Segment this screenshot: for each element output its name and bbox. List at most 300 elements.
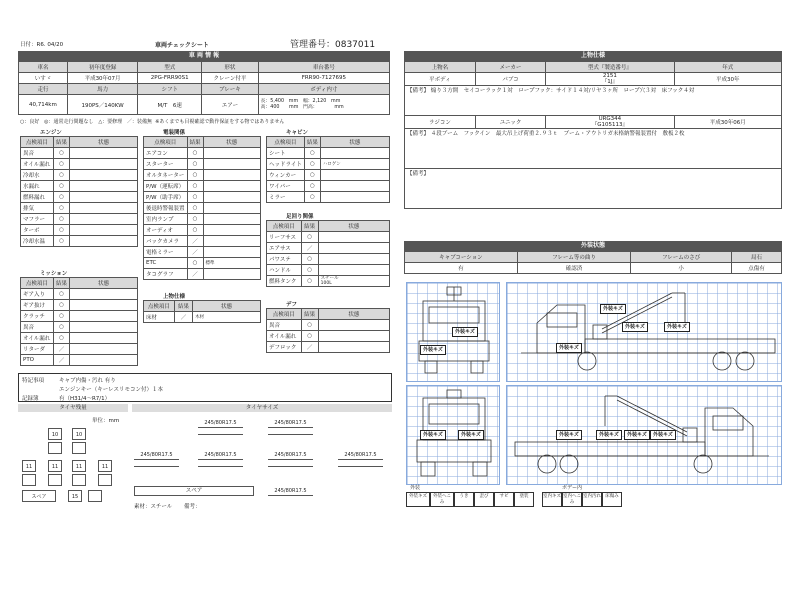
legend-box: 室内へこみ — [563, 494, 581, 505]
size-front-l: 245/80R17.5 — [198, 420, 243, 428]
check-item: スターター — [144, 159, 188, 170]
diagram-side-left — [506, 282, 782, 382]
cell: 平ボディ — [405, 73, 476, 86]
check-result: ／ — [53, 344, 69, 355]
check-result: ○ — [53, 333, 69, 344]
check-header-row — [21, 278, 138, 289]
check-note — [203, 236, 260, 247]
column-header: 状態 — [318, 221, 389, 232]
cell: クレーン付平 — [202, 73, 259, 84]
check-note — [70, 355, 138, 366]
check-row — [144, 203, 261, 214]
check-row — [267, 265, 390, 276]
cell: FRR90-7127695 — [258, 73, 389, 84]
check-result: ／ — [187, 247, 203, 258]
cell: ラジコン — [405, 116, 476, 129]
column-header: 状態 — [70, 137, 138, 148]
legend-box: サビ — [494, 492, 514, 507]
check-item: クラッチ — [21, 311, 54, 322]
section-title: キャビン — [286, 130, 309, 136]
vehicle-row1-labels — [19, 62, 390, 73]
check-item: P/W（助手席） — [144, 192, 188, 203]
check-note — [320, 181, 389, 192]
cell — [546, 73, 674, 86]
legend-item: ※あくまでも目視確認で動作保証をする物ではありません — [155, 119, 285, 125]
check-note — [320, 192, 389, 203]
check-item: タコグラフ — [144, 269, 188, 280]
legend-item: ○：良好 — [20, 119, 40, 125]
date-label: 日付：R6. 04/20 — [20, 42, 64, 48]
check-item: オーディオ — [144, 225, 188, 236]
running-section — [266, 212, 390, 287]
check-item: 燃料漏れ — [21, 192, 54, 203]
cell: 有 — [405, 263, 518, 274]
section-title: 上物仕様 — [163, 294, 186, 300]
check-result: ○ — [187, 258, 203, 269]
serial: 『G105113』 — [591, 122, 628, 128]
check-header-row — [21, 137, 138, 148]
check-item: 室内ランプ — [144, 214, 188, 225]
check-item: ヘッドライト — [267, 159, 305, 170]
check-result: ○ — [187, 148, 203, 159]
cell: 190PS／140KW — [67, 95, 137, 115]
check-header-row — [267, 309, 390, 320]
check-row — [21, 289, 138, 300]
check-row — [21, 300, 138, 311]
cell: 車名 — [19, 62, 68, 73]
legend-title-interior: ボデー内 — [562, 485, 583, 491]
damage-tag: 外装キズ — [556, 430, 582, 440]
legend-item: ／：装備無 — [126, 119, 152, 125]
check-item: ターボ — [21, 225, 54, 236]
tire-front-right: 10 — [72, 428, 86, 440]
check-item: ウィンカー — [267, 170, 305, 181]
check-row — [144, 312, 261, 323]
check-note — [70, 333, 138, 344]
cell: 確認済 — [517, 263, 630, 274]
tire-unit: 単位：mm — [92, 418, 120, 424]
record-text: 有（H31/4〜R7/1） — [59, 396, 111, 402]
check-note — [70, 181, 138, 192]
check-item: 排気 — [21, 203, 54, 214]
cargo-spec-row2 — [405, 116, 782, 129]
tire-depth-title: タイヤ残量 — [18, 404, 128, 412]
check-row — [21, 333, 138, 344]
size-front-r: 245/80R17.5 — [268, 420, 313, 428]
check-header-row — [144, 137, 261, 148]
check-result: ○ — [187, 192, 203, 203]
size-rear-4: 245/80R17.5 — [338, 452, 383, 460]
cargo-spec-labels — [405, 62, 782, 73]
vehicle-info-header: 車 両 情 報 — [18, 51, 390, 61]
legend-box: 床傷み — [602, 492, 622, 507]
size-rear-1b — [134, 466, 179, 467]
cell: 走行 — [19, 84, 68, 95]
column-header: 結果 — [53, 137, 69, 148]
tire-rear-4b — [98, 474, 112, 486]
check-item: オイル漏れ — [21, 159, 54, 170]
check-note: 木材 — [193, 312, 261, 323]
damage-tag: 外装キズ — [664, 322, 690, 332]
check-row — [144, 159, 261, 170]
cargo-note3: 【備考】 — [405, 169, 782, 209]
check-note — [320, 148, 389, 159]
column-header: 点検項目 — [267, 221, 302, 232]
check-note — [318, 254, 389, 265]
check-row — [267, 320, 390, 331]
legend-box: 歪び — [474, 492, 494, 507]
check-row — [267, 342, 390, 353]
check-row — [21, 192, 138, 203]
column-header: 状態 — [320, 137, 389, 148]
size-rear-1: 245/80R17.5 — [134, 452, 179, 460]
column-header: 状態 — [193, 301, 261, 312]
check-result: ○ — [53, 289, 69, 300]
check-result: ○ — [304, 181, 320, 192]
cell: フレーム等の曲り — [517, 252, 630, 263]
vehicle-info-table — [18, 51, 390, 115]
cell: パブコ — [475, 73, 545, 86]
check-result: ○ — [304, 159, 320, 170]
check-note — [70, 236, 138, 247]
check-item: ETC — [144, 258, 188, 269]
check-note — [70, 225, 138, 236]
check-row — [144, 225, 261, 236]
check-item: エアサス — [267, 243, 302, 254]
damage-tag: 外装キズ — [452, 327, 478, 337]
check-note — [70, 289, 138, 300]
size-spare: 245/80R17.5 — [268, 488, 313, 496]
check-result: ／ — [174, 312, 192, 323]
serial: 『1J』 — [601, 79, 618, 85]
tire-rear-1: 11 — [22, 460, 36, 472]
truck-side-left-drawing — [507, 283, 783, 383]
column-header: 点検項目 — [21, 278, 54, 289]
electric-section — [143, 128, 261, 280]
check-result: ／ — [187, 269, 203, 280]
check-result: ○ — [301, 320, 318, 331]
check-note — [70, 159, 138, 170]
tire-rear-2: 11 — [48, 460, 62, 472]
tire-rear-1b — [22, 474, 36, 486]
check-note — [203, 247, 260, 258]
check-header-row — [267, 137, 390, 148]
tire-rear-4: 11 — [98, 460, 112, 472]
damage-tag: 外装キズ — [420, 430, 446, 440]
cell: キャブコーション — [405, 252, 518, 263]
legend-box: うき — [454, 492, 474, 507]
check-item: 冷却水 — [21, 170, 54, 181]
record-label: 記録簿 — [22, 396, 39, 402]
cargo-spec-header: 上物仕様 — [404, 51, 782, 61]
cell: M/T 6速 — [138, 95, 202, 115]
legend-row — [20, 118, 392, 125]
check-row — [21, 311, 138, 322]
legend-box: 外装へこみ — [430, 492, 454, 507]
check-note: スチール 100L — [318, 276, 389, 287]
cell: 年式 — [674, 62, 781, 73]
cargo-spec-row1 — [405, 73, 782, 86]
check-result: ○ — [301, 254, 318, 265]
check-note — [203, 203, 260, 214]
check-note — [70, 322, 138, 333]
cell: 車台番号 — [258, 62, 389, 73]
check-result: ○ — [301, 331, 318, 342]
legend-item: △：要修理 — [98, 119, 123, 125]
check-note — [203, 214, 260, 225]
remarks-text1: キャブ内傷・汚れ 有り — [59, 378, 116, 384]
damage-tag: 外装キズ — [458, 430, 484, 440]
tire-front-right-b — [72, 442, 86, 454]
check-item: ミラー — [267, 192, 305, 203]
check-header-row — [267, 221, 390, 232]
check-result: ○ — [304, 170, 320, 181]
check-result: ○ — [301, 276, 318, 287]
check-item: ギア入り — [21, 289, 54, 300]
check-result: ○ — [53, 214, 69, 225]
check-note — [203, 269, 260, 280]
check-item: リーフサス — [267, 232, 302, 243]
cell: 型式 — [138, 62, 202, 73]
check-item: ギア抜け — [21, 300, 54, 311]
tire-rear-2b — [48, 474, 62, 486]
column-header: 状態 — [318, 309, 389, 320]
section-title: エンジン — [40, 130, 62, 136]
column-header: 結果 — [301, 309, 318, 320]
check-item: 後退時警報装置 — [144, 203, 188, 214]
check-item: 異音 — [21, 322, 54, 333]
check-item: バックカメラ — [144, 236, 188, 247]
cell: メーカー — [475, 62, 545, 73]
tire-front-left-b — [48, 442, 62, 454]
section-title: デフ — [286, 302, 298, 308]
check-note — [320, 170, 389, 181]
check-note — [318, 232, 389, 243]
model: URG344 — [598, 116, 622, 122]
vehicle-row2-values — [19, 95, 390, 115]
check-result: ○ — [187, 170, 203, 181]
check-item: PTO — [21, 355, 54, 366]
check-result: ／ — [53, 355, 69, 366]
size-rear-3b — [268, 466, 313, 467]
check-row — [21, 148, 138, 159]
check-result: ○ — [53, 236, 69, 247]
check-result: ○ — [53, 159, 69, 170]
check-row — [267, 170, 390, 181]
cargo-note2: 【備考】 ４段ブーム フックイン 最大吊上げ荷重２.９３ｔ ブーム・アウトリガ未格納警報装置付 敷板２枚 — [405, 129, 782, 169]
tire-size-title: タイヤサイズ — [132, 404, 392, 412]
column-header: 状態 — [203, 137, 260, 148]
check-result: ○ — [53, 148, 69, 159]
column-header: 点検項目 — [144, 301, 175, 312]
size-rear-2b — [198, 466, 243, 467]
check-row — [267, 232, 390, 243]
check-row — [267, 148, 390, 159]
check-row — [21, 214, 138, 225]
check-note — [70, 300, 138, 311]
damage-tag: 外装キズ — [650, 430, 676, 440]
legend-box: 室内キズ — [542, 492, 562, 507]
check-row — [267, 192, 390, 203]
check-item: デフロック — [267, 342, 302, 353]
check-row — [267, 331, 390, 342]
column-header: 点検項目 — [21, 137, 54, 148]
check-note: 標準 — [203, 258, 260, 269]
sheet-title: 車両チェックシート — [155, 42, 209, 49]
check-item: 水漏れ — [21, 181, 54, 192]
check-result: ○ — [53, 300, 69, 311]
check-row — [21, 225, 138, 236]
check-item: シート — [267, 148, 305, 159]
cell: 局石 — [731, 252, 781, 263]
check-note: ハロゲン — [320, 159, 389, 170]
check-row — [21, 170, 138, 181]
check-note — [70, 203, 138, 214]
cell: シフト — [138, 84, 202, 95]
cell: 40,714km — [19, 95, 68, 115]
cell: 上物名 — [405, 62, 476, 73]
check-item: マフラー — [21, 214, 54, 225]
section-title: ミッション — [40, 271, 68, 277]
damage-tag: 外装キズ — [624, 430, 650, 440]
check-result: ○ — [53, 225, 69, 236]
damage-tag: 外装キズ — [596, 430, 622, 440]
check-row — [267, 159, 390, 170]
exterior-header: 外装状態 — [404, 241, 782, 251]
legend-box: 外装キズ — [406, 492, 430, 507]
cell: 点傷有 — [731, 263, 781, 274]
check-row — [267, 254, 390, 265]
column-header: 結果 — [53, 278, 69, 289]
check-note — [203, 170, 260, 181]
tire-spare-b — [88, 490, 102, 502]
mission-section — [20, 269, 138, 366]
check-item: エアコン — [144, 148, 188, 159]
check-header-row — [144, 301, 261, 312]
vehicle-row2-labels — [19, 84, 390, 95]
check-note — [318, 342, 389, 353]
check-row — [21, 236, 138, 247]
spare-title: スペア — [134, 486, 254, 496]
cargo-spec-table — [404, 51, 782, 209]
cell: 形状 — [202, 62, 259, 73]
cell: ボディ内寸 — [258, 84, 389, 95]
column-header: 結果 — [187, 137, 203, 148]
check-item: オイル漏れ — [21, 333, 54, 344]
check-note — [70, 148, 138, 159]
check-item: 燃料タンク — [267, 276, 302, 287]
check-note — [70, 170, 138, 181]
column-header: 結果 — [301, 221, 318, 232]
exterior-table — [404, 241, 782, 274]
legend-box: 室内汚れ — [582, 492, 602, 507]
check-item: P/W（運転席） — [144, 181, 188, 192]
size-front-l-b — [198, 434, 243, 435]
damage-tag: 外装キズ — [622, 322, 648, 332]
check-result: ○ — [53, 322, 69, 333]
tire-front-left: 10 — [48, 428, 62, 440]
cargo-check-section — [143, 292, 261, 323]
cargo-spec-note2-row — [405, 129, 782, 169]
check-note — [318, 320, 389, 331]
engine-section — [20, 128, 138, 247]
column-header: 結果 — [174, 301, 192, 312]
check-result: ○ — [304, 192, 320, 203]
cell: フレームのさび — [631, 252, 732, 263]
check-row — [21, 355, 138, 366]
check-result: ○ — [53, 181, 69, 192]
check-row — [144, 236, 261, 247]
management-number: 管理番号：0837011 — [290, 40, 376, 50]
check-row — [21, 203, 138, 214]
check-result: ／ — [187, 236, 203, 247]
check-item: 電格ミラー — [144, 247, 188, 258]
damage-tag: 外装キズ — [556, 343, 582, 353]
check-result: ○ — [53, 192, 69, 203]
damage-tag: 外装キズ — [420, 345, 446, 355]
check-row — [21, 322, 138, 333]
check-row — [144, 247, 261, 258]
column-header: 結果 — [304, 137, 320, 148]
check-row — [144, 269, 261, 280]
legend-title-exterior: 外装 — [410, 485, 421, 491]
size-front-r-b — [268, 434, 313, 435]
check-note — [203, 159, 260, 170]
section-title: 足回り関係 — [286, 214, 314, 220]
column-header: 点検項目 — [267, 137, 305, 148]
cell: 平成30年 — [674, 73, 781, 86]
check-result: ○ — [187, 214, 203, 225]
check-result: ○ — [187, 203, 203, 214]
cell: 平成30年06月 — [674, 116, 781, 129]
check-row — [21, 181, 138, 192]
cell: ユニック — [475, 116, 545, 129]
check-row — [144, 181, 261, 192]
remarks-text2: エンジンキー（キーレスリモコン付）１本 — [59, 387, 163, 393]
column-header: 状態 — [70, 278, 138, 289]
check-row — [144, 214, 261, 225]
cell: 平成30年07月 — [67, 73, 137, 84]
model: 2151 — [602, 73, 617, 79]
check-note — [203, 181, 260, 192]
cell: 2PG-FRR90S1 — [138, 73, 202, 84]
cargo-spec-note1-row — [405, 86, 782, 116]
size-rear-3: 245/80R17.5 — [268, 452, 313, 460]
check-note — [203, 148, 260, 159]
check-item: ハンドル — [267, 265, 302, 276]
cargo-spec-note3-row — [405, 169, 782, 209]
column-header: 点検項目 — [144, 137, 188, 148]
memo-label: 備考： — [184, 504, 201, 510]
tire-spare: 15 — [68, 490, 82, 502]
check-result: ○ — [187, 225, 203, 236]
check-result: ○ — [53, 170, 69, 181]
check-note — [70, 344, 138, 355]
check-result: ／ — [301, 243, 318, 254]
check-item: リターダ — [21, 344, 54, 355]
check-result: ○ — [304, 148, 320, 159]
check-result: ／ — [301, 342, 318, 353]
cell: ブレーキ — [202, 84, 259, 95]
check-row — [144, 258, 261, 269]
cell: いすゞ — [19, 73, 68, 84]
section-title: 電装関係 — [163, 130, 186, 136]
check-row — [21, 344, 138, 355]
exterior-values — [405, 263, 782, 274]
check-result: ○ — [187, 159, 203, 170]
cell: エアー — [202, 95, 259, 115]
tefu-section — [266, 300, 390, 353]
